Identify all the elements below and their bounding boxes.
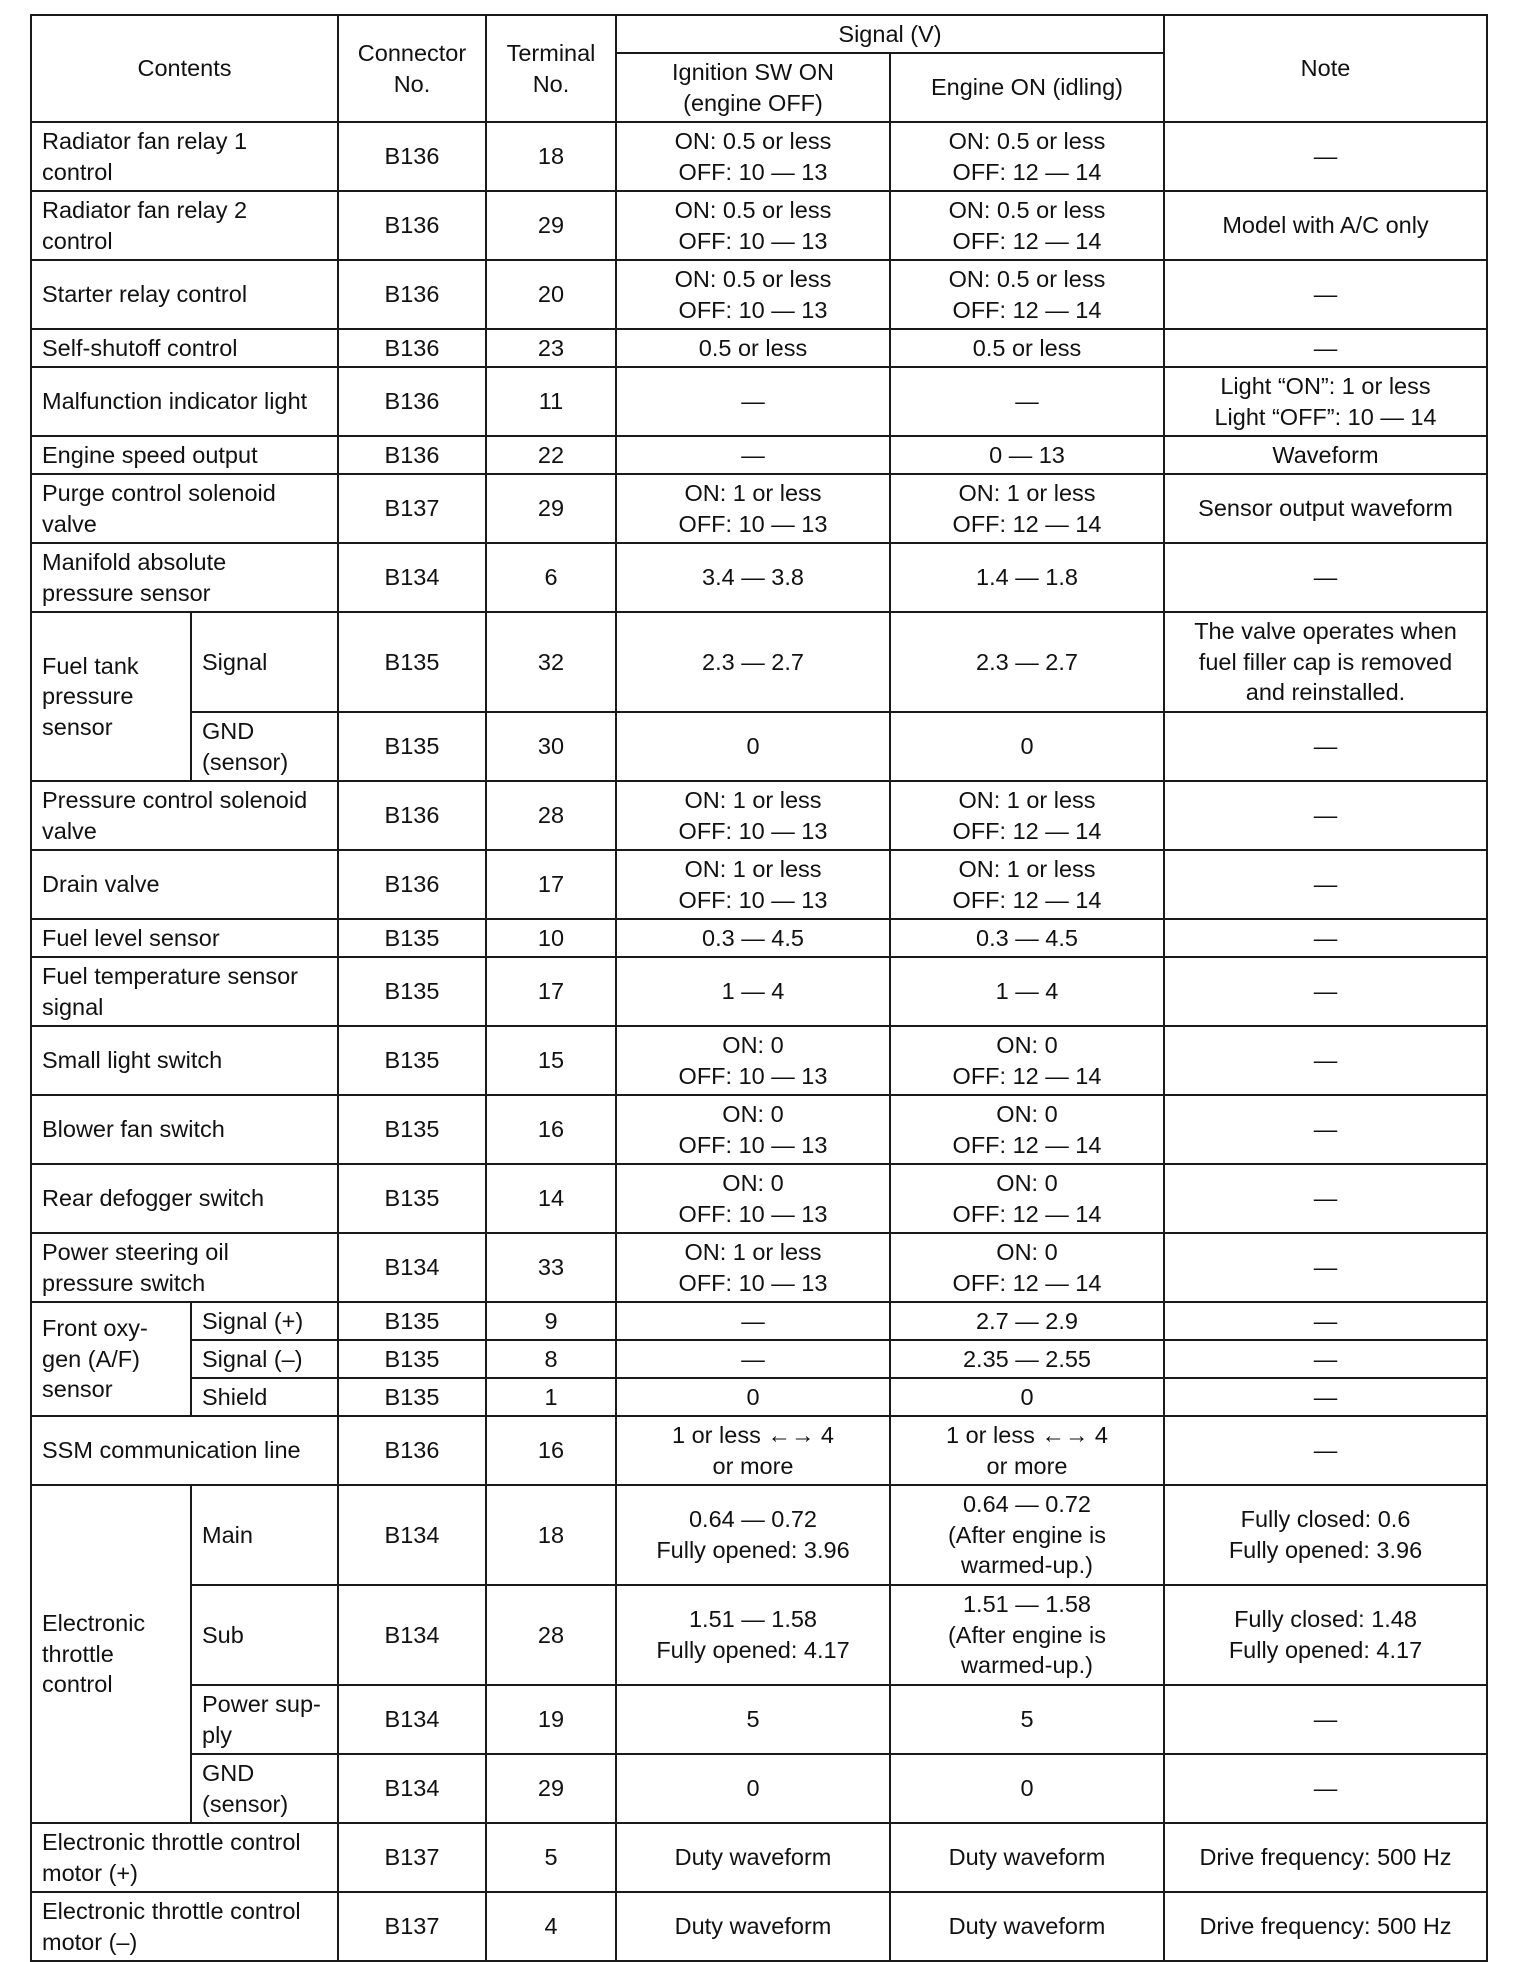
note-cell: — <box>1164 1095 1487 1164</box>
terminal-cell: 15 <box>486 1026 616 1095</box>
contents-cell: SSM communication line <box>31 1416 338 1485</box>
table-row <box>31 712 1487 781</box>
engine-signal-cell: ON: 0 OFF: 12 — 14 <box>890 1164 1164 1233</box>
connector-cell: B134 <box>338 1754 486 1823</box>
connector-cell: B136 <box>338 122 486 191</box>
note-cell: — <box>1164 1026 1487 1095</box>
terminal-cell: 19 <box>486 1685 616 1754</box>
table-row <box>31 260 1487 329</box>
group-label-fuel-tank: Fuel tank pressure sensor <box>31 612 191 781</box>
note-cell: — <box>1164 1164 1487 1233</box>
connector-cell: B136 <box>338 260 486 329</box>
engine-signal-cell: ON: 0 OFF: 12 — 14 <box>890 1026 1164 1095</box>
contents-cell: Rear defogger switch <box>31 1164 338 1233</box>
header-connector-no: Connector No. <box>338 15 486 122</box>
note-cell: — <box>1164 543 1487 612</box>
terminal-cell: 29 <box>486 191 616 260</box>
connector-cell: B137 <box>338 1892 486 1961</box>
header-signal-v: Signal (V) <box>616 15 1164 53</box>
contents-cell: Drain valve <box>31 850 338 919</box>
ign-signal-cell: — <box>616 367 890 436</box>
terminal-cell: 4 <box>486 1892 616 1961</box>
note-cell: — <box>1164 1340 1487 1378</box>
table-row <box>31 1585 1487 1685</box>
table-row <box>31 1026 1487 1095</box>
table-row <box>31 1233 1487 1302</box>
terminal-cell: 28 <box>486 781 616 850</box>
ign-signal-cell: ON: 0.5 or less OFF: 10 — 13 <box>616 122 890 191</box>
ign-signal-cell: ON: 1 or less OFF: 10 — 13 <box>616 474 890 543</box>
ign-signal-cell: ON: 0 OFF: 10 — 13 <box>616 1164 890 1233</box>
connector-cell: B135 <box>338 712 486 781</box>
table-row <box>31 1485 1487 1585</box>
note-cell: — <box>1164 1416 1487 1485</box>
ign-signal-cell: Duty waveform <box>616 1823 890 1892</box>
ign-signal-cell: 0 <box>616 1754 890 1823</box>
connector-cell: B134 <box>338 543 486 612</box>
table-row <box>31 1302 1487 1340</box>
terminal-cell: 6 <box>486 543 616 612</box>
ign-signal-cell: 2.3 — 2.7 <box>616 612 890 712</box>
terminal-cell: 16 <box>486 1095 616 1164</box>
terminal-cell: 29 <box>486 474 616 543</box>
connector-cell: B135 <box>338 957 486 1026</box>
note-cell: — <box>1164 712 1487 781</box>
note-cell: — <box>1164 1754 1487 1823</box>
sub-item-cell: Power sup- ply <box>191 1685 338 1754</box>
engine-signal-cell: ON: 0.5 or less OFF: 12 — 14 <box>890 260 1164 329</box>
engine-signal-cell: ON: 0 OFF: 12 — 14 <box>890 1233 1164 1302</box>
engine-signal-cell: 1.4 — 1.8 <box>890 543 1164 612</box>
connector-cell: B135 <box>338 1378 486 1416</box>
sub-item-cell: GND (sensor) <box>191 1754 338 1823</box>
note-cell: Drive frequency: 500 Hz <box>1164 1892 1487 1961</box>
connector-cell: B136 <box>338 781 486 850</box>
ign-signal-cell: ON: 1 or less OFF: 10 — 13 <box>616 1233 890 1302</box>
table-row <box>31 474 1487 543</box>
engine-signal-cell: ON: 0.5 or less OFF: 12 — 14 <box>890 191 1164 260</box>
contents-cell: Electronic throttle control motor (+) <box>31 1823 338 1892</box>
ign-signal-cell: 0.64 — 0.72 Fully opened: 3.96 <box>616 1485 890 1585</box>
connector-cell: B137 <box>338 1823 486 1892</box>
terminal-cell: 30 <box>486 712 616 781</box>
engine-signal-cell: 0 <box>890 712 1164 781</box>
table-row <box>31 1892 1487 1961</box>
table-row <box>31 122 1487 191</box>
sub-item-cell: GND (sensor) <box>191 712 338 781</box>
contents-cell: Radiator fan relay 1 control <box>31 122 338 191</box>
engine-signal-cell: ON: 1 or less OFF: 12 — 14 <box>890 781 1164 850</box>
ign-signal-cell: 1.51 — 1.58 Fully opened: 4.17 <box>616 1585 890 1685</box>
table-row <box>31 1378 1487 1416</box>
terminal-cell: 8 <box>486 1340 616 1378</box>
contents-cell: Pressure control solenoid valve <box>31 781 338 850</box>
note-cell: Light “ON”: 1 or less Light “OFF”: 10 — 14 <box>1164 367 1487 436</box>
note-cell: Fully closed: 0.6 Fully opened: 3.96 <box>1164 1485 1487 1585</box>
note-cell: — <box>1164 957 1487 1026</box>
note-cell: — <box>1164 781 1487 850</box>
contents-cell: Fuel level sensor <box>31 919 338 957</box>
ign-signal-cell: 1 or less ←→ 4 or more <box>616 1416 890 1485</box>
sub-item-cell: Sub <box>191 1585 338 1685</box>
table-row <box>31 191 1487 260</box>
ign-signal-cell: ON: 0.5 or less OFF: 10 — 13 <box>616 191 890 260</box>
engine-signal-cell: 5 <box>890 1685 1164 1754</box>
note-cell: — <box>1164 1685 1487 1754</box>
engine-signal-cell: Duty waveform <box>890 1892 1164 1961</box>
group-label-front-oxygen: Front oxy- gen (A/F) sensor <box>31 1302 191 1416</box>
engine-signal-cell: ON: 0.5 or less OFF: 12 — 14 <box>890 122 1164 191</box>
note-cell: — <box>1164 122 1487 191</box>
terminal-cell: 29 <box>486 1754 616 1823</box>
engine-signal-cell: 0.5 or less <box>890 329 1164 367</box>
table-row <box>31 1095 1487 1164</box>
engine-signal-cell: 0 <box>890 1378 1164 1416</box>
connector-cell: B136 <box>338 367 486 436</box>
contents-cell: Radiator fan relay 2 control <box>31 191 338 260</box>
contents-cell: Starter relay control <box>31 260 338 329</box>
connector-cell: B135 <box>338 1095 486 1164</box>
table-row <box>31 543 1487 612</box>
table-row <box>31 436 1487 474</box>
ign-signal-cell: ON: 1 or less OFF: 10 — 13 <box>616 781 890 850</box>
contents-cell: Blower fan switch <box>31 1095 338 1164</box>
terminal-cell: 17 <box>486 850 616 919</box>
terminal-cell: 16 <box>486 1416 616 1485</box>
sub-item-cell: Signal <box>191 612 338 712</box>
ign-signal-cell: ON: 0 OFF: 10 — 13 <box>616 1026 890 1095</box>
ign-signal-cell: — <box>616 436 890 474</box>
header-note: Note <box>1164 15 1487 122</box>
note-cell: Drive frequency: 500 Hz <box>1164 1823 1487 1892</box>
engine-signal-cell: 0.3 — 4.5 <box>890 919 1164 957</box>
table-row <box>31 919 1487 957</box>
ign-signal-cell: 0 <box>616 712 890 781</box>
engine-signal-cell: ON: 0 OFF: 12 — 14 <box>890 1095 1164 1164</box>
note-cell: — <box>1164 919 1487 957</box>
connector-cell: B134 <box>338 1585 486 1685</box>
connector-cell: B135 <box>338 1302 486 1340</box>
connector-cell: B136 <box>338 329 486 367</box>
connector-cell: B135 <box>338 1164 486 1233</box>
terminal-cell: 5 <box>486 1823 616 1892</box>
note-cell: — <box>1164 850 1487 919</box>
terminal-cell: 33 <box>486 1233 616 1302</box>
connector-cell: B134 <box>338 1685 486 1754</box>
ign-signal-cell: 0.3 — 4.5 <box>616 919 890 957</box>
table-row <box>31 1685 1487 1754</box>
engine-signal-cell: 2.35 — 2.55 <box>890 1340 1164 1378</box>
table-row <box>31 367 1487 436</box>
contents-cell: Small light switch <box>31 1026 338 1095</box>
contents-cell: Fuel temperature sensor signal <box>31 957 338 1026</box>
connector-cell: B135 <box>338 1340 486 1378</box>
engine-signal-cell: 1.51 — 1.58 (After engine is warmed-up.) <box>890 1585 1164 1685</box>
contents-cell: Power steering oil pressure switch <box>31 1233 338 1302</box>
engine-signal-cell: 0.64 — 0.72 (After engine is warmed-up.) <box>890 1485 1164 1585</box>
sub-item-cell: Shield <box>191 1378 338 1416</box>
terminal-cell: 22 <box>486 436 616 474</box>
ign-signal-cell: — <box>616 1302 890 1340</box>
ign-signal-cell: ON: 0 OFF: 10 — 13 <box>616 1095 890 1164</box>
connector-cell: B135 <box>338 1026 486 1095</box>
terminal-cell: 11 <box>486 367 616 436</box>
note-cell: Sensor output waveform <box>1164 474 1487 543</box>
engine-signal-cell: Duty waveform <box>890 1823 1164 1892</box>
table-row <box>31 957 1487 1026</box>
note-cell: Waveform <box>1164 436 1487 474</box>
terminal-cell: 1 <box>486 1378 616 1416</box>
ign-signal-cell: 5 <box>616 1685 890 1754</box>
ign-signal-cell: 0.5 or less <box>616 329 890 367</box>
engine-signal-cell: ON: 1 or less OFF: 12 — 14 <box>890 850 1164 919</box>
contents-cell: Self-shutoff control <box>31 329 338 367</box>
ign-signal-cell: ON: 1 or less OFF: 10 — 13 <box>616 850 890 919</box>
terminal-cell: 17 <box>486 957 616 1026</box>
engine-signal-cell: 2.7 — 2.9 <box>890 1302 1164 1340</box>
contents-cell: Engine speed output <box>31 436 338 474</box>
engine-signal-cell: 1 or less ←→ 4 or more <box>890 1416 1164 1485</box>
connector-cell: B135 <box>338 612 486 712</box>
contents-cell: Manifold absolute pressure sensor <box>31 543 338 612</box>
note-cell: — <box>1164 1302 1487 1340</box>
header-engine-on: Engine ON (idling) <box>890 53 1164 122</box>
sub-item-cell: Signal (–) <box>191 1340 338 1378</box>
terminal-cell: 18 <box>486 122 616 191</box>
engine-signal-cell: ON: 1 or less OFF: 12 — 14 <box>890 474 1164 543</box>
connector-cell: B137 <box>338 474 486 543</box>
ign-signal-cell: 1 — 4 <box>616 957 890 1026</box>
connector-cell: B136 <box>338 191 486 260</box>
ign-signal-cell: Duty waveform <box>616 1892 890 1961</box>
connector-cell: B134 <box>338 1233 486 1302</box>
ign-signal-cell: 3.4 — 3.8 <box>616 543 890 612</box>
engine-signal-cell: 0 — 13 <box>890 436 1164 474</box>
terminal-cell: 14 <box>486 1164 616 1233</box>
contents-cell: Electronic throttle control motor (–) <box>31 1892 338 1961</box>
terminal-signal-table <box>30 14 1488 1962</box>
terminal-cell: 18 <box>486 1485 616 1585</box>
ign-signal-cell: — <box>616 1340 890 1378</box>
ign-signal-cell: ON: 0.5 or less OFF: 10 — 13 <box>616 260 890 329</box>
note-cell: — <box>1164 260 1487 329</box>
terminal-cell: 23 <box>486 329 616 367</box>
contents-cell: Malfunction indicator light <box>31 367 338 436</box>
note-cell: — <box>1164 329 1487 367</box>
sub-item-cell: Signal (+) <box>191 1302 338 1340</box>
connector-cell: B136 <box>338 436 486 474</box>
terminal-cell: 20 <box>486 260 616 329</box>
table-row <box>31 1754 1487 1823</box>
table-row <box>31 1823 1487 1892</box>
note-cell: Model with A/C only <box>1164 191 1487 260</box>
table-row <box>31 781 1487 850</box>
note-cell: — <box>1164 1233 1487 1302</box>
connector-cell: B134 <box>338 1485 486 1585</box>
note-cell: The valve operates when fuel filler cap is removed and reinstalled. <box>1164 612 1487 712</box>
ign-signal-cell: 0 <box>616 1378 890 1416</box>
connector-cell: B136 <box>338 1416 486 1485</box>
terminal-cell: 9 <box>486 1302 616 1340</box>
connector-cell: B136 <box>338 850 486 919</box>
engine-signal-cell: 2.3 — 2.7 <box>890 612 1164 712</box>
note-cell: — <box>1164 1378 1487 1416</box>
sub-item-cell: Main <box>191 1485 338 1585</box>
contents-cell: Purge control solenoid valve <box>31 474 338 543</box>
table-row <box>31 1164 1487 1233</box>
engine-signal-cell: — <box>890 367 1164 436</box>
table-row <box>31 850 1487 919</box>
table-row <box>31 1340 1487 1378</box>
engine-signal-cell: 0 <box>890 1754 1164 1823</box>
terminal-cell: 10 <box>486 919 616 957</box>
header-terminal-no: Terminal No. <box>486 15 616 122</box>
terminal-cell: 32 <box>486 612 616 712</box>
table-row <box>31 329 1487 367</box>
engine-signal-cell: 1 — 4 <box>890 957 1164 1026</box>
terminal-cell: 28 <box>486 1585 616 1685</box>
header-contents: Contents <box>31 15 338 122</box>
table-row <box>31 1416 1487 1485</box>
note-cell: Fully closed: 1.48 Fully opened: 4.17 <box>1164 1585 1487 1685</box>
connector-cell: B135 <box>338 919 486 957</box>
header-ignition-sw-on: Ignition SW ON (engine OFF) <box>616 53 890 122</box>
group-label-electronic-throttle: Electronic throttle control <box>31 1485 191 1823</box>
table-row <box>31 612 1487 712</box>
